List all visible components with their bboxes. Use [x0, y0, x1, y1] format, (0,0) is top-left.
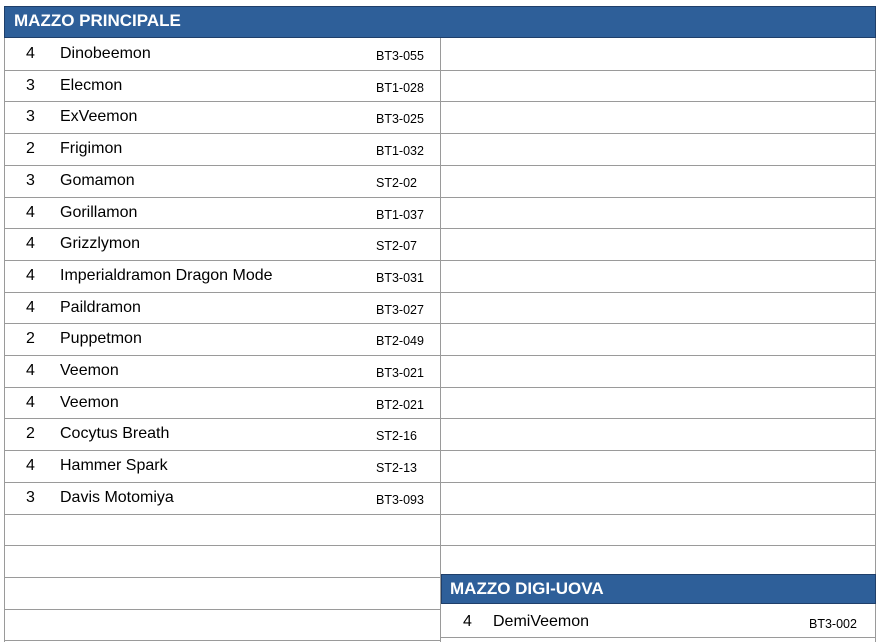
row-divider-right [440, 292, 876, 293]
card-code: BT3-093 [376, 492, 424, 507]
row-divider-right [440, 228, 876, 229]
card-name: Imperialdramon Dragon Mode [60, 266, 273, 284]
deck-row [4, 197, 440, 228]
card-name: DemiVeemon [493, 613, 590, 630]
egg-row-line [441, 637, 876, 638]
empty-deck-row [4, 577, 440, 608]
card-name: Cocytus Breath [60, 425, 170, 443]
card-name: Gorillamon [60, 203, 138, 221]
row-divider-right [440, 482, 876, 483]
row-divider-right [440, 101, 876, 102]
card-quantity: 4 [26, 362, 35, 379]
main-deck-title: MAZZO PRINCIPALE [14, 11, 181, 30]
card-name: Gomamon [60, 171, 135, 189]
row-divider-right [440, 387, 876, 388]
card-name: Veemon [60, 393, 119, 411]
deck-row [4, 228, 440, 259]
card-quantity: 4 [26, 45, 35, 62]
card-code: BT1-032 [376, 144, 424, 159]
card-quantity: 3 [26, 488, 35, 506]
row-divider-right [440, 323, 876, 324]
row-divider-left [4, 640, 440, 641]
card-quantity: 3 [26, 108, 35, 126]
card-code: BT3-031 [376, 270, 424, 285]
egg-deck-header [441, 574, 876, 604]
deck-row [4, 387, 440, 418]
row-divider-right [440, 545, 876, 546]
card-quantity: 3 [26, 171, 35, 189]
card-quantity: 4 [26, 393, 35, 411]
row-divider-right [440, 355, 876, 356]
card-quantity: 4 [463, 613, 472, 630]
card-code: BT2-049 [376, 334, 424, 349]
empty-deck-row [4, 545, 440, 576]
deck-row [4, 482, 440, 513]
card-name: Veemon [60, 362, 119, 379]
empty-deck-row [4, 609, 440, 640]
egg-deck-row [441, 605, 876, 637]
card-code: BT1-028 [376, 80, 424, 95]
deck-row [4, 418, 440, 449]
column-divider [440, 38, 441, 642]
row-divider-right [440, 197, 876, 198]
empty-deck-row [4, 514, 440, 545]
row-divider-right [440, 165, 876, 166]
deck-list [4, 6, 876, 642]
card-code: ST2-13 [376, 461, 417, 476]
card-code: BT3-021 [376, 366, 424, 380]
deck-row [4, 323, 440, 354]
card-quantity: 4 [26, 266, 35, 284]
deck-row [4, 38, 440, 69]
card-quantity: 2 [26, 330, 35, 348]
right-border [875, 38, 876, 574]
card-code: BT3-002 [809, 617, 857, 631]
card-name: Davis Motomiya [60, 488, 174, 506]
card-name: Puppetmon [60, 330, 142, 348]
row-divider-right [440, 70, 876, 71]
row-divider-right [440, 418, 876, 419]
row-divider-right [440, 450, 876, 451]
row-divider-right [440, 260, 876, 261]
card-quantity: 3 [26, 76, 35, 94]
card-name: Elecmon [60, 76, 123, 94]
card-quantity: 4 [26, 235, 35, 253]
deck-row [4, 70, 440, 101]
card-code: BT3-055 [376, 49, 424, 63]
card-code: BT3-025 [376, 112, 424, 127]
card-quantity: 4 [26, 457, 35, 475]
card-quantity: 4 [26, 298, 35, 316]
card-quantity: 2 [26, 425, 35, 443]
card-quantity: 4 [26, 203, 35, 221]
deck-row [4, 450, 440, 481]
egg-deck-title: MAZZO DIGI-UOVA [450, 579, 604, 598]
card-name: Paildramon [60, 298, 141, 316]
card-code: BT3-027 [376, 302, 424, 317]
card-code: BT2-021 [376, 397, 424, 412]
card-name: Frigimon [60, 140, 123, 158]
card-name: Grizzlymon [60, 235, 141, 253]
deck-row [4, 292, 440, 323]
card-code: ST2-16 [376, 429, 417, 444]
card-code: BT1-037 [376, 207, 424, 222]
deck-row [4, 165, 440, 196]
card-name: ExVeemon [60, 108, 138, 126]
card-name: Hammer Spark [60, 457, 168, 475]
main-deck-header [4, 6, 876, 38]
card-name: Dinobeemon [60, 45, 151, 62]
row-divider-right [440, 133, 876, 134]
card-code: ST2-02 [376, 175, 417, 190]
deck-row [4, 133, 440, 164]
deck-row [4, 355, 440, 386]
row-divider-right [440, 514, 876, 515]
deck-row [4, 101, 440, 132]
card-quantity: 2 [26, 140, 35, 158]
deck-row [4, 260, 440, 291]
card-code: ST2-07 [376, 239, 417, 254]
